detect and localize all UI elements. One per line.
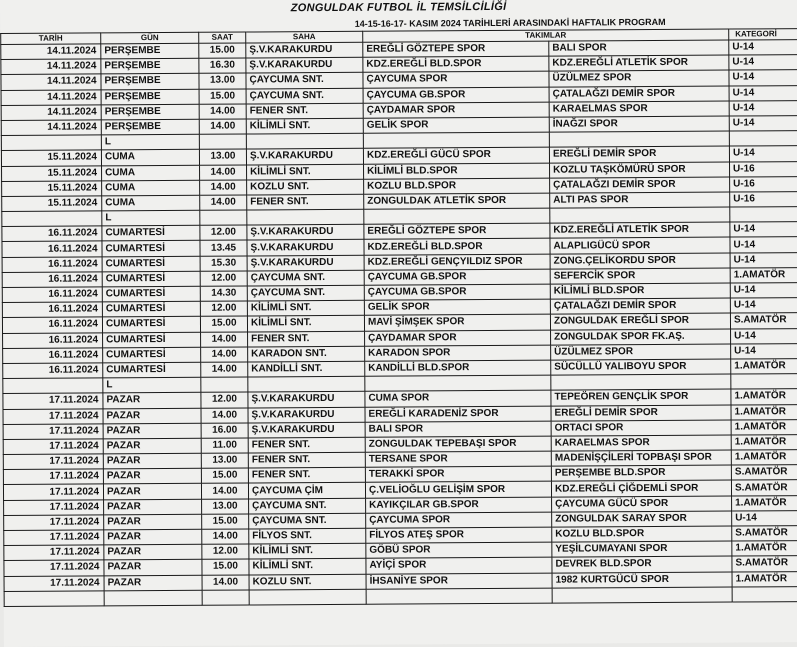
cell-saha: ÇAYCUMA SNT.	[246, 88, 363, 104]
cell-away-team: ZONG.ÇELİKORDU SPOR	[550, 253, 730, 269]
cell-gun: PAZAR	[104, 499, 202, 515]
cell-away-team: İNAĞZI SPOR	[549, 116, 729, 132]
cell-away-team: ÜZÜLMEZ SPOR	[551, 344, 731, 360]
cell-kategori: S.AMATÖR	[732, 556, 797, 572]
cell-tarih: 15.11.2024	[2, 165, 102, 181]
cell-away-team: KDZ.EREĞLİ ATLETİK SPOR	[549, 55, 729, 71]
cell-saha	[249, 589, 366, 605]
cell-away-team: KARAELMAS SPOR	[551, 435, 731, 451]
cell-tarih: 17.11.2024	[4, 500, 104, 516]
cell-gun: PAZAR	[103, 393, 201, 409]
cell-gun: PAZAR	[103, 408, 201, 424]
cell-gun: CUMARTESİ	[102, 301, 200, 317]
cell-saat	[200, 210, 247, 225]
cell-home-team: KDZ.EREĞLİ BLD.SPOR	[363, 56, 549, 72]
cell-gun: PAZAR	[104, 575, 202, 591]
cell-away-team	[551, 374, 731, 390]
cell-gun: PAZAR	[103, 469, 201, 485]
cell-saat: 14.00	[200, 195, 247, 210]
cell-kategori: U-14	[730, 252, 797, 268]
cell-home-team: KANDİLLİ BLD.SPOR	[365, 360, 551, 376]
cell-home-team: KOZLU BLD.SPOR	[364, 178, 550, 194]
cell-kategori: U-14	[729, 40, 797, 56]
cell-home-team: GELİK SPOR	[363, 117, 549, 133]
cell-kategori: U-16	[730, 161, 797, 177]
cell-away-team: PERŞEMBE BLD.SPOR	[551, 465, 731, 481]
cell-kategori: 1.AMATÖR	[731, 389, 797, 405]
cell-saha: Ş.V.KARAKURDU	[246, 42, 363, 58]
cell-away-team: DEVREK BLD.SPOR	[552, 556, 732, 572]
cell-saat	[199, 134, 246, 149]
header-gun: GÜN	[101, 32, 199, 44]
header-saha: SAHA	[246, 31, 363, 43]
cell-tarih: 17.11.2024	[4, 515, 104, 531]
cell-saha: ÇAYCUMA SNT.	[247, 285, 364, 301]
cell-gun: CUMARTESİ	[103, 362, 201, 378]
cell-kategori: U-14	[730, 283, 797, 299]
cell-saat: 16.00	[201, 423, 248, 438]
schedule-table	[0, 28, 797, 607]
cell-tarih: 16.11.2024	[2, 241, 102, 257]
cell-home-team: ZONGULDAK TEPEBAŞI SPOR	[365, 436, 551, 452]
cell-tarih: 17.11.2024	[3, 439, 103, 455]
cell-gun: L	[102, 210, 200, 226]
cell-away-team: MADENİŞÇİLERİ TOPBAŞI SPOR	[551, 450, 731, 466]
cell-home-team: KİLİMLİ BLD.SPOR	[364, 163, 550, 179]
cell-home-team: İHSANİYE SPOR	[366, 573, 552, 589]
cell-kategori: 1.AMATÖR	[730, 267, 797, 283]
cell-kategori: 1.AMATÖR	[732, 571, 797, 587]
cell-tarih: 16.11.2024	[2, 302, 102, 318]
cell-tarih: 16.11.2024	[2, 317, 102, 333]
cell-tarih: 15.11.2024	[2, 196, 102, 212]
cell-saat: 13.00	[201, 453, 248, 468]
cell-kategori: S.AMATÖR	[730, 313, 797, 329]
cell-kategori: 1.AMATÖR	[731, 434, 797, 450]
cell-saha: KİLİMLİ SNT.	[247, 164, 364, 180]
cell-kategori: 1.AMATÖR	[731, 404, 797, 420]
cell-saha: FENER SNT.	[248, 331, 365, 347]
cell-home-team: BALI SPOR	[365, 421, 551, 437]
cell-saha: KİLİMLİ SNT.	[249, 559, 366, 575]
cell-away-team: EREĞLİ DEMİR SPOR	[549, 146, 729, 162]
cell-home-team: ÇAYDAMAR SPOR	[365, 330, 551, 346]
cell-saha: KOZLU SNT.	[247, 179, 364, 195]
cell-saat: 15.00	[199, 43, 246, 58]
cell-tarih: 14.11.2024	[1, 105, 101, 121]
cell-kategori: S.AMATÖR	[731, 480, 797, 496]
cell-home-team: ÇAYCUMA GB.SPOR	[364, 269, 550, 285]
cell-saat: 12.00	[202, 544, 249, 559]
cell-kategori: U-14	[732, 510, 797, 526]
cell-saha: FENER SNT.	[246, 103, 363, 119]
cell-saha: Ş.V.KARAKURDU	[248, 407, 365, 423]
cell-saat: 14.00	[199, 104, 246, 119]
cell-home-team: ÇAYDAMAR SPOR	[363, 102, 549, 118]
cell-kategori: 1.AMATÖR	[731, 419, 797, 435]
cell-home-team	[366, 588, 552, 604]
cell-saat	[202, 590, 249, 605]
cell-gun: PERŞEMBE	[101, 58, 199, 74]
cell-saat: 15.00	[202, 559, 249, 574]
cell-home-team: KDZ.EREĞLİ BLD.SPOR	[364, 239, 550, 255]
cell-tarih: 16.11.2024	[3, 348, 103, 364]
cell-kategori: U-16	[730, 191, 797, 207]
cell-away-team: ÇAYCUMA GÜCÜ SPOR	[552, 496, 732, 512]
cell-away-team: TEPEÖREN GENÇLİK SPOR	[551, 389, 731, 405]
cell-away-team: ÇATALAĞZI DEMİR SPOR	[550, 298, 730, 314]
cell-tarih	[3, 378, 103, 394]
cell-gun: PERŞEMBE	[101, 89, 199, 105]
cell-saha: KİLİMLİ SNT.	[247, 316, 364, 332]
cell-saha: KİLİMLİ SNT.	[249, 543, 366, 559]
cell-home-team: KDZ.EREĞLİ GENÇYILDIZ SPOR	[364, 254, 550, 270]
cell-away-team: EREĞLİ DEMİR SPOR	[551, 405, 731, 421]
cell-saha	[248, 376, 365, 392]
cell-home-team	[363, 132, 549, 148]
cell-gun: PERŞEMBE	[101, 104, 199, 120]
cell-tarih: 14.11.2024	[1, 120, 101, 136]
cell-gun	[104, 590, 202, 606]
cell-saha: FİLYOS SNT.	[249, 528, 366, 544]
cell-home-team: EREĞLİ KARADENİZ SPOR	[365, 406, 551, 422]
cell-home-team	[365, 375, 551, 391]
cell-tarih: 14.11.2024	[1, 74, 101, 90]
cell-home-team: MAVİ ŞİMŞEK SPOR	[364, 315, 550, 331]
cell-kategori: U-14	[729, 146, 797, 162]
cell-saat: 12.00	[200, 301, 247, 316]
cell-saha: Ş.V.KARAKURDU	[248, 422, 365, 438]
cell-tarih: 17.11.2024	[3, 484, 103, 500]
cell-home-team: TERAKKİ SPOR	[365, 466, 551, 482]
cell-away-team: ZONGULDAK SARAY SPOR	[552, 511, 732, 527]
cell-away-team: ÜZÜLMEZ SPOR	[549, 70, 729, 86]
cell-kategori: 1.AMATÖR	[731, 359, 797, 375]
cell-away-team: ÇATALAĞZI DEMİR SPOR	[550, 177, 730, 193]
cell-saha: KOZLU SNT.	[249, 574, 366, 590]
cell-home-team	[364, 208, 550, 224]
header-takimlar: TAKIMLAR	[363, 29, 729, 42]
cell-saat: 14.00	[200, 180, 247, 195]
cell-tarih: 16.11.2024	[2, 226, 102, 242]
cell-away-team: SEFERCİK SPOR	[550, 268, 730, 284]
cell-saat: 14.00	[199, 119, 246, 134]
cell-away-team: BALI SPOR	[549, 40, 729, 56]
cell-saat: 14.00	[200, 164, 247, 179]
cell-saat: 14.00	[201, 362, 248, 377]
cell-tarih: 17.11.2024	[3, 454, 103, 470]
cell-saat	[201, 377, 248, 392]
cell-away-team	[552, 587, 732, 603]
cell-home-team: GÖBÜ SPOR	[366, 542, 552, 558]
cell-gun: PAZAR	[104, 514, 202, 530]
cell-tarih: 17.11.2024	[4, 560, 104, 576]
cell-kategori	[732, 586, 797, 602]
cell-saat: 15.00	[202, 514, 249, 529]
cell-home-team: KARADON SPOR	[365, 345, 551, 361]
page-title: ZONGULDAK FUTBOL İL TEMSİLCİLİĞİ	[290, 0, 507, 15]
cell-home-team: GELİK SPOR	[364, 299, 550, 315]
cell-kategori	[729, 131, 797, 147]
cell-tarih	[1, 135, 101, 151]
cell-kategori: U-14	[731, 328, 797, 344]
cell-saha	[247, 209, 364, 225]
cell-kategori: U-14	[729, 100, 797, 116]
cell-gun: PAZAR	[103, 438, 201, 454]
cell-tarih: 17.11.2024	[4, 530, 104, 546]
cell-gun: CUMARTESİ	[102, 256, 200, 272]
cell-saat: 16.30	[199, 58, 246, 73]
cell-home-team: AYİÇİ SPOR	[366, 558, 552, 574]
cell-away-team: KOZLU TAŞKÖMÜRÜ SPOR	[550, 162, 730, 178]
cell-gun: L	[101, 134, 199, 150]
cell-saat: 14.00	[202, 529, 249, 544]
cell-saat: 13.45	[200, 240, 247, 255]
cell-saha: Ş.V.KARAKURDU	[247, 225, 364, 241]
cell-kategori: U-14	[731, 343, 797, 359]
cell-gun: CUMA	[102, 165, 200, 181]
cell-saha: Ş.V.KARAKURDU	[247, 255, 364, 271]
cell-saat: 14.30	[200, 286, 247, 301]
cell-saat: 13.00	[199, 73, 246, 88]
cell-kategori: U-16	[730, 176, 797, 192]
cell-saat: 13.00	[199, 149, 246, 164]
cell-tarih: 16.11.2024	[2, 287, 102, 303]
cell-tarih	[2, 211, 102, 227]
cell-gun: PAZAR	[104, 544, 202, 560]
cell-kategori: U-14	[729, 85, 797, 101]
cell-away-team: KDZ.EREĞLİ ÇİĞDEMLİ SPOR	[551, 480, 731, 496]
cell-saha: Ş.V.KARAKURDU	[246, 149, 363, 165]
cell-kategori: 1.AMATÖR	[732, 495, 797, 511]
header-kategori: KATEGORİ	[729, 29, 797, 40]
cell-kategori	[730, 207, 797, 223]
cell-saha: ÇAYCUMA SNT.	[249, 498, 366, 514]
cell-away-team: 1982 KURTGÜCÜ SPOR	[552, 572, 732, 588]
cell-kategori: U-14	[730, 298, 797, 314]
cell-saat: 15.30	[200, 256, 247, 271]
cell-gun: CUMA	[102, 195, 200, 211]
cell-saat: 14.00	[201, 332, 248, 347]
schedule-body	[1, 40, 797, 607]
cell-gun: L	[103, 377, 201, 393]
cell-tarih: 16.11.2024	[2, 272, 102, 288]
cell-gun: CUMARTESİ	[103, 332, 201, 348]
cell-gun: PERŞEMBE	[101, 119, 199, 135]
cell-tarih: 17.11.2024	[4, 575, 104, 591]
cell-home-team: KDZ.EREĞLİ GÜCÜ SPOR	[363, 147, 549, 163]
cell-tarih: 16.11.2024	[2, 257, 102, 273]
cell-home-team: ÇAYCUMA GB.SPOR	[363, 87, 549, 103]
cell-gun: CUMA	[101, 150, 199, 166]
cell-saha: KARADON SNT.	[248, 346, 365, 362]
cell-gun: PAZAR	[104, 529, 202, 545]
cell-away-team	[549, 131, 729, 147]
cell-kategori: U-14	[729, 55, 797, 71]
cell-saha: ÇAYCUMA ÇİM	[248, 483, 365, 499]
cell-gun: CUMARTESİ	[102, 286, 200, 302]
cell-home-team: Ç.VELİOĞLU GELİŞİM SPOR	[365, 482, 551, 498]
cell-saha: ÇAYCUMA SNT.	[249, 513, 366, 529]
cell-tarih: 15.11.2024	[1, 150, 101, 166]
header-saat: SAAT	[199, 32, 246, 43]
cell-home-team: CUMA SPOR	[365, 390, 551, 406]
cell-tarih: 16.11.2024	[3, 363, 103, 379]
cell-away-team: KARAELMAS SPOR	[549, 101, 729, 117]
cell-saat: 13.00	[202, 499, 249, 514]
cell-kategori: U-14	[729, 116, 797, 132]
cell-home-team: EREĞLİ GÖZTEPE SPOR	[364, 223, 550, 239]
cell-home-team: ÇAYCUMA SPOR	[363, 72, 549, 88]
cell-gun: CUMARTESİ	[102, 226, 200, 242]
cell-tarih: 14.11.2024	[1, 59, 101, 75]
cell-saha: ÇAYCUMA SNT.	[247, 270, 364, 286]
cell-away-team: ALAPLIGÜCÜ SPOR	[550, 237, 730, 253]
cell-away-team: KOZLU BLD.SPOR	[552, 526, 732, 542]
cell-away-team: SÜCÜLLÜ YALIBOYU SPOR	[551, 359, 731, 375]
cell-kategori: 1.AMATÖR	[732, 541, 797, 557]
cell-away-team: ZONGULDAK SPOR FK.AŞ.	[551, 329, 731, 345]
cell-tarih: 16.11.2024	[3, 332, 103, 348]
cell-gun: CUMA	[102, 180, 200, 196]
cell-gun: PERŞEMBE	[101, 43, 199, 59]
cell-gun: CUMARTESİ	[102, 271, 200, 287]
cell-saha: KİLİMLİ SNT.	[247, 300, 364, 316]
cell-saha: FENER SNT.	[248, 452, 365, 468]
cell-saat: 15.00	[200, 316, 247, 331]
cell-gun: PAZAR	[104, 560, 202, 576]
cell-gun: CUMARTESİ	[103, 347, 201, 363]
cell-gun: CUMARTESİ	[102, 241, 200, 257]
cell-tarih: 17.11.2024	[3, 469, 103, 485]
cell-home-team: ÇAYCUMA GB.SPOR	[364, 284, 550, 300]
cell-saat: 12.00	[200, 225, 247, 240]
cell-kategori: U-14	[729, 70, 797, 86]
cell-saha: FENER SNT.	[247, 194, 364, 210]
cell-kategori: U-14	[730, 237, 797, 253]
cell-kategori	[731, 374, 797, 390]
cell-tarih: 14.11.2024	[1, 89, 101, 105]
cell-saat: 12.00	[200, 271, 247, 286]
cell-tarih: 14.11.2024	[1, 44, 101, 60]
cell-saha: KİLİMLİ SNT.	[246, 118, 363, 134]
cell-saha: Ş.V.KARAKURDU	[248, 392, 365, 408]
cell-saha	[246, 133, 363, 149]
cell-away-team: ALTI PAS SPOR	[550, 192, 730, 208]
cell-home-team: TERSANE SPOR	[365, 451, 551, 467]
cell-away-team: ORTACI SPOR	[551, 420, 731, 436]
cell-saha: Ş.V.KARAKURDU	[246, 57, 363, 73]
cell-gun: PAZAR	[103, 423, 201, 439]
cell-away-team: KDZ.EREĞLİ ATLETİK SPOR	[550, 222, 730, 238]
cell-saat: 11.00	[201, 438, 248, 453]
cell-away-team	[550, 207, 730, 223]
header-tarih: TARİH	[1, 33, 101, 45]
cell-saha: Ş.V.KARAKURDU	[247, 240, 364, 256]
cell-away-team: ZONGULDAK EREĞLİ SPOR	[550, 313, 730, 329]
cell-tarih: 17.11.2024	[3, 393, 103, 409]
cell-saha: KANDİLLİ SNT.	[248, 361, 365, 377]
cell-saha: FENER SNT.	[248, 468, 365, 484]
cell-kategori: S.AMATÖR	[731, 465, 797, 481]
cell-saat: 14.00	[201, 483, 248, 498]
cell-home-team: KAYIKÇILAR GB.SPOR	[366, 497, 552, 513]
cell-home-team: FİLYOS ATEŞ SPOR	[366, 527, 552, 543]
cell-saat: 15.00	[201, 468, 248, 483]
cell-saha: ÇAYCUMA SNT.	[246, 73, 363, 89]
cell-tarih: 15.11.2024	[2, 181, 102, 197]
cell-saat: 14.00	[201, 407, 248, 422]
cell-gun: PERŞEMBE	[101, 74, 199, 90]
cell-saat: 14.00	[201, 347, 248, 362]
cell-kategori: 1.AMATÖR	[731, 450, 797, 466]
cell-tarih: 17.11.2024	[3, 424, 103, 440]
cell-home-team: ÇAYCUMA SPOR	[366, 512, 552, 528]
cell-saat: 15.00	[199, 89, 246, 104]
cell-away-team: KİLİMLİ BLD.SPOR	[550, 283, 730, 299]
cell-away-team: YEŞİLCUMAYANI SPOR	[552, 541, 732, 557]
cell-tarih: 17.11.2024	[4, 545, 104, 561]
cell-home-team: ZONGULDAK ATLETİK SPOR	[364, 193, 550, 209]
cell-saat: 12.00	[201, 392, 248, 407]
cell-saha: FENER SNT.	[248, 437, 365, 453]
cell-gun: PAZAR	[103, 453, 201, 469]
cell-away-team: ÇATALAĞZI DEMİR SPOR	[549, 86, 729, 102]
cell-gun: CUMARTESİ	[102, 317, 200, 333]
cell-tarih: 17.11.2024	[3, 408, 103, 424]
cell-kategori: S.AMATÖR	[732, 526, 797, 542]
cell-saat: 14.00	[202, 575, 249, 590]
cell-home-team: EREĞLİ GÖZTEPE SPOR	[363, 41, 549, 57]
cell-kategori: U-14	[730, 222, 797, 238]
cell-gun: PAZAR	[103, 484, 201, 500]
cell-tarih	[4, 591, 104, 607]
page-subtitle: 14-15-16-17- KASIM 2024 TARİHLERİ ARASINDAKİ HAFTALIK PROGRAM	[354, 16, 666, 29]
